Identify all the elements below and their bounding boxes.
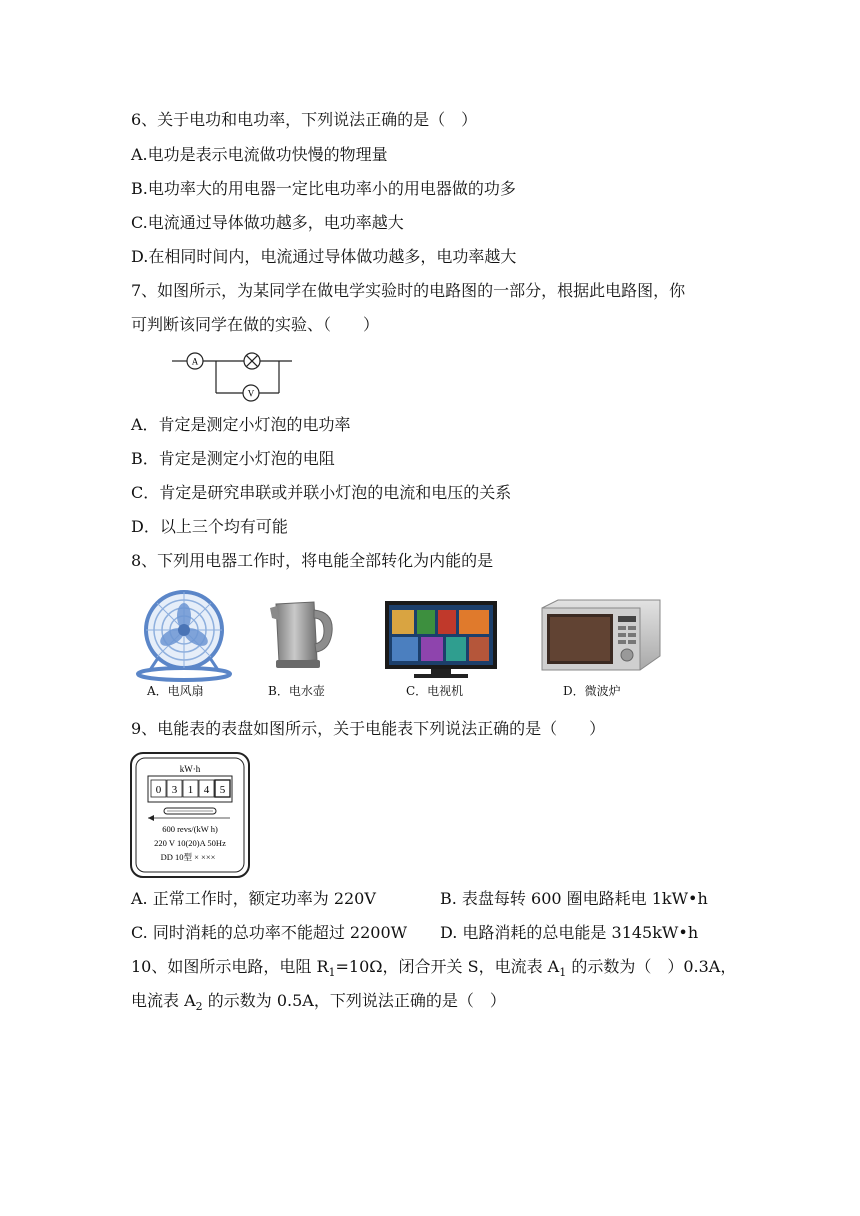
q10-sub-a1: 1 (559, 966, 567, 980)
q7-option-b: B．肯定是测定小灯泡的电阻 (131, 449, 335, 468)
q10-stem-line1 (131, 956, 736, 978)
q7-option-c: C．肯定是研究串联或并联小灯泡的电流和电压的关系 (131, 483, 512, 502)
q7-stem-line2: 可判断该同学在做的实验、（ ） (131, 315, 380, 334)
energy-meter-image (130, 752, 250, 878)
q7-option-d: D．以上三个均有可能 (131, 517, 288, 536)
q10-text-1: 10、如图所示电路，电阻 R (131, 957, 329, 976)
q6-stem: 6、关于电功和电功率，下列说法正确的是（ ） (131, 110, 478, 129)
meter-ratings: 220 V 10(20)A 50Hz (154, 838, 226, 848)
television-image (384, 600, 498, 680)
q6-option-b: B.电功率大的用电器一定比电功率小的用电器做的功多 (131, 179, 516, 198)
electric-kettle-image (262, 598, 340, 670)
meter-digit-3: 1 (187, 784, 194, 796)
voltmeter-label: V (247, 388, 255, 399)
q10-sub-a2: 2 (195, 1000, 203, 1014)
q9-option-b: B. 表盘每转 600 圈电路耗电 1kW•h (440, 889, 708, 908)
microwave-image (536, 598, 662, 676)
q9-option-c: C. 同时消耗的总功率不能超过 2200W (131, 923, 408, 942)
q8-caption-d: D．微波炉 (563, 684, 621, 698)
q9-option-d: D. 电路消耗的总电能是 3145kW•h (440, 923, 699, 942)
q9-stem: 9、电能表的表盘如图所示，关于电能表下列说法正确的是（ ） (131, 719, 606, 738)
q10-sub-r1: 1 (328, 966, 336, 980)
meter-digit-1: 0 (155, 784, 162, 796)
q7-option-a: A．肯定是测定小灯泡的电功率 (131, 415, 351, 434)
q8-stem: 8、下列用电器工作时，将电能全部转化为内能的是 (131, 551, 494, 570)
q10-text-2: =10Ω，闭合开关 S，电流表 A (335, 957, 560, 976)
q7-circuit-diagram (170, 347, 295, 405)
meter-digit-4: 4 (203, 784, 210, 796)
q8-caption-a: A．电风扇 (147, 684, 204, 698)
q10-text-4: 电流表 A (131, 991, 196, 1010)
meter-digit-5: 5 (219, 784, 226, 796)
q10-stem-line2 (131, 990, 506, 1012)
q8-caption-b: B．电水壶 (268, 684, 325, 698)
meter-unit: kW·h (179, 764, 201, 774)
q6-option-d: D.在相同时间内，电流通过导体做功越多，电功率越大 (131, 247, 517, 266)
q9-option-a: A. 正常工作时，额定功率为 220V (131, 889, 376, 908)
q7-stem-line1: 7、如图所示，为某同学在做电学实验时的电路图的一部分，根据此电路图，你 (131, 281, 686, 300)
meter-rev-constant: 600 revs/(kW h) (162, 824, 218, 834)
ammeter-label: A (191, 356, 199, 367)
meter-model: DD 10型 × ××× (160, 852, 216, 862)
meter-digit-2: 3 (171, 784, 178, 796)
electric-fan-image (132, 590, 238, 682)
q10-text-5: 的示数为 0.5A，下列说法正确的是（ ） (202, 991, 506, 1010)
q6-option-a: A.电功是表示电流做功快慢的物理量 (131, 145, 388, 164)
q10-text-3: 的示数为（ ）0.3A， (566, 957, 737, 976)
q6-option-c: C.电流通过导体做功越多，电功率越大 (131, 213, 404, 232)
q8-caption-c: C．电视机 (406, 684, 464, 698)
